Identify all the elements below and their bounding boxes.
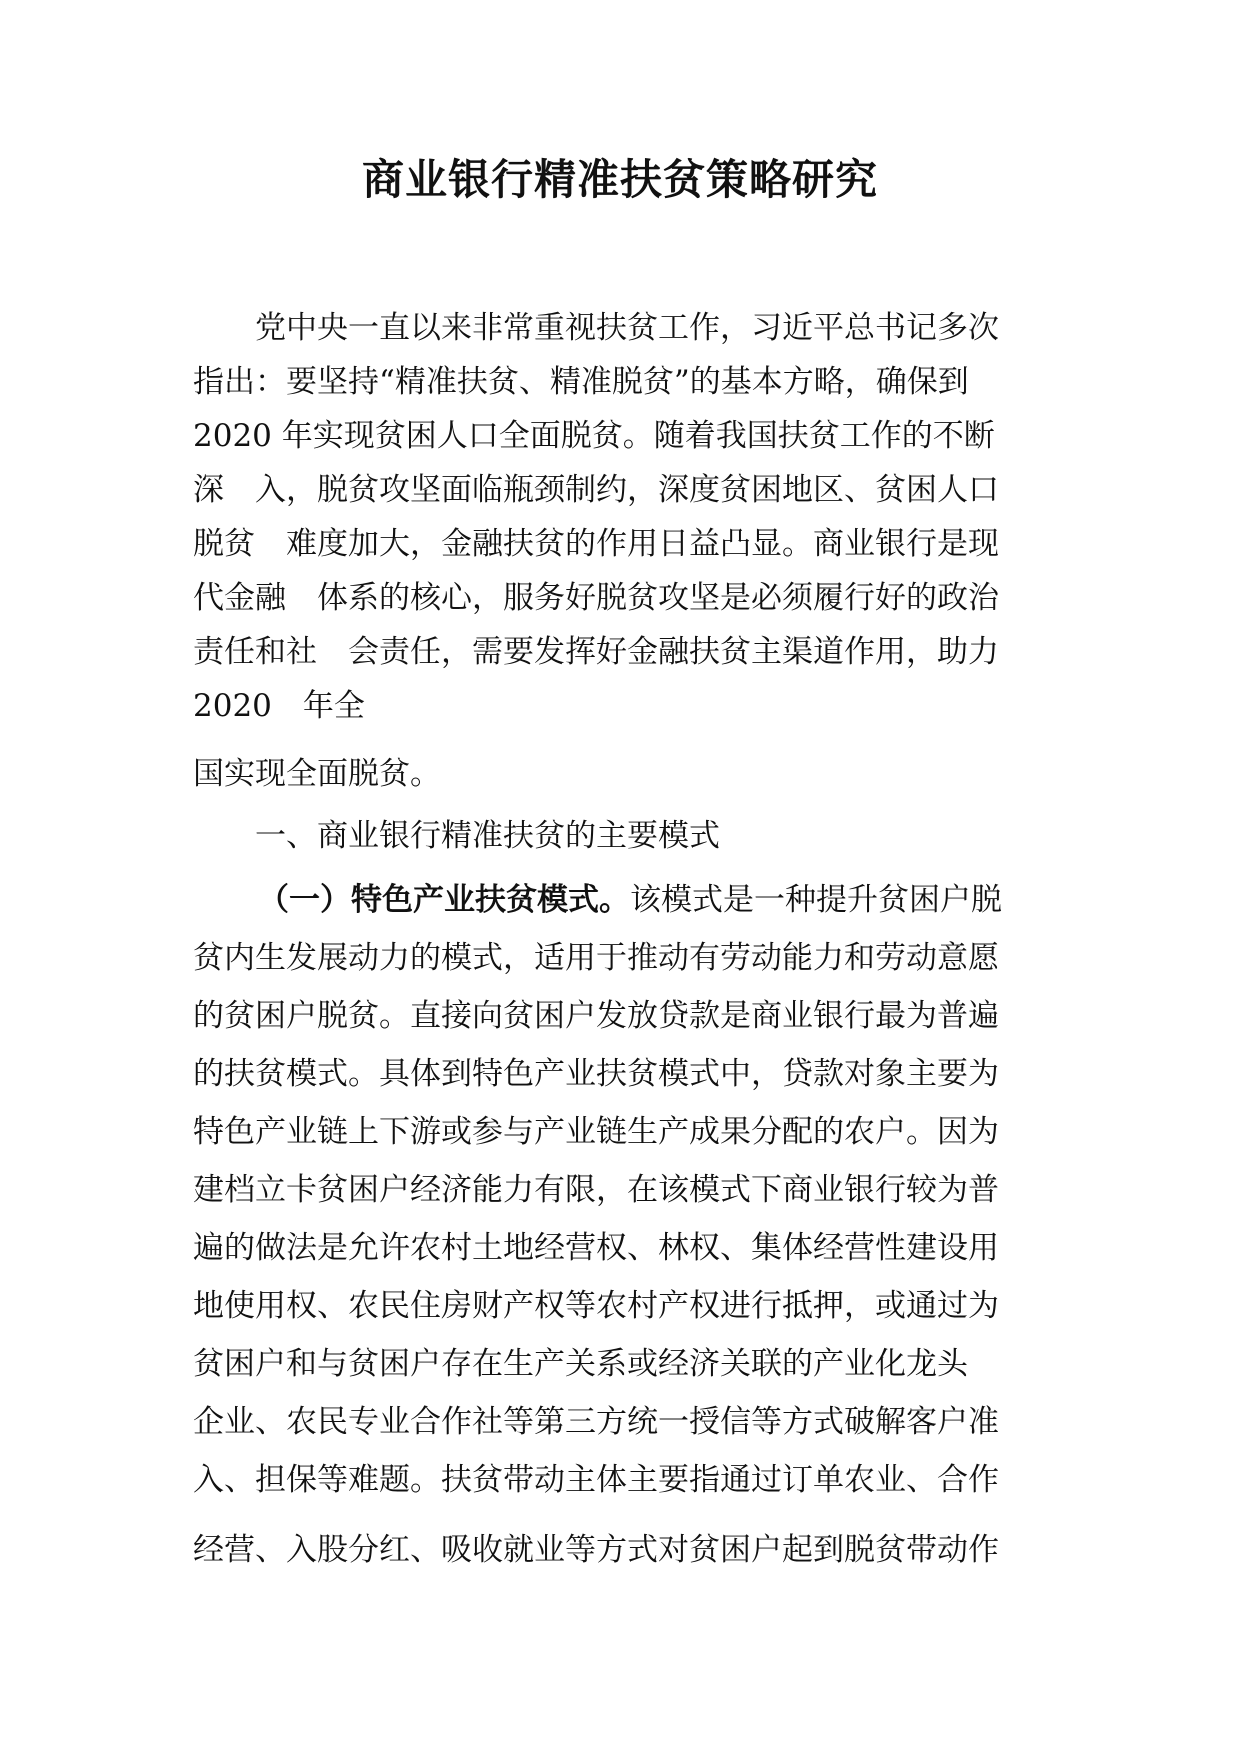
paragraph-line: 代金融 体系的核心，服务好脱贫攻坚是必须履行好的政治 [193,580,999,616]
paragraph-line: 企业、农民专业合作社等第三方统一授信等方式破解客户准 [193,1404,999,1440]
paragraph-line: 国实现全面脱贫。 [193,756,441,792]
paragraph-line: 深 入，脱贫攻坚面临瓶颈制约，深度贫困地区、贫困人口 [193,472,999,508]
paragraph-line: 地使用权、农民住房财产权等农村产权进行抵押，或通过为 [193,1288,999,1324]
paragraph-line: 入、担保等难题。扶贫带动主体主要指通过订单农业、合作 [193,1462,999,1498]
paragraph-line: 党中央一直以来非常重视扶贫工作，习近平总书记多次 [193,310,999,346]
paragraph-line: 责任和社 会责任，需要发挥好金融扶贫主渠道作用，助力 [193,634,999,670]
paragraph-line: 2020 年全 [193,688,365,724]
paragraph-line: 的贫困户脱贫。直接向贫困户发放贷款是商业银行最为普遍 [193,998,999,1034]
paragraph-line: 指出：要坚持“精准扶贫、精准脱贫”的基本方略，确保到 [193,364,969,400]
document-title: 商业银行精准扶贫策略研究 [361,155,878,204]
paragraph-line: 特色产业链上下游或参与产业链生产成果分配的农户。因为 [193,1114,999,1150]
paragraph-line: 贫内生发展动力的模式，适用于推动有劳动能力和劳动意愿 [193,940,999,976]
subsection-heading: （一）特色产业扶贫模式。 [258,882,630,918]
paragraph-line: 脱贫 难度加大，金融扶贫的作用日益凸显。商业银行是现 [193,526,999,562]
subsection-line [258,870,1118,930]
section-heading-line: 一、商业银行精准扶贫的主要模式 [193,818,720,854]
subsection-text: 该模式是一种提升贫困户脱 [630,882,1002,918]
paragraph-line: 2020 年实现贫困人口全面脱贫。随着我国扶贫工作的不断 [193,418,995,454]
paragraph-line: 遍的做法是允许农村土地经营权、林权、集体经营性建设用 [193,1230,999,1266]
paragraph-line: 的扶贫模式。具体到特色产业扶贫模式中，贷款对象主要为 [193,1056,999,1092]
paragraph-line: 贫困户和与贫困户存在生产关系或经济关联的产业化龙头 [193,1346,968,1382]
paragraph-line: 建档立卡贫困户经济能力有限，在该模式下商业银行较为普 [193,1172,999,1208]
paragraph-line: 经营、入股分红、吸收就业等方式对贫困户起到脱贫带动作 [193,1532,999,1568]
